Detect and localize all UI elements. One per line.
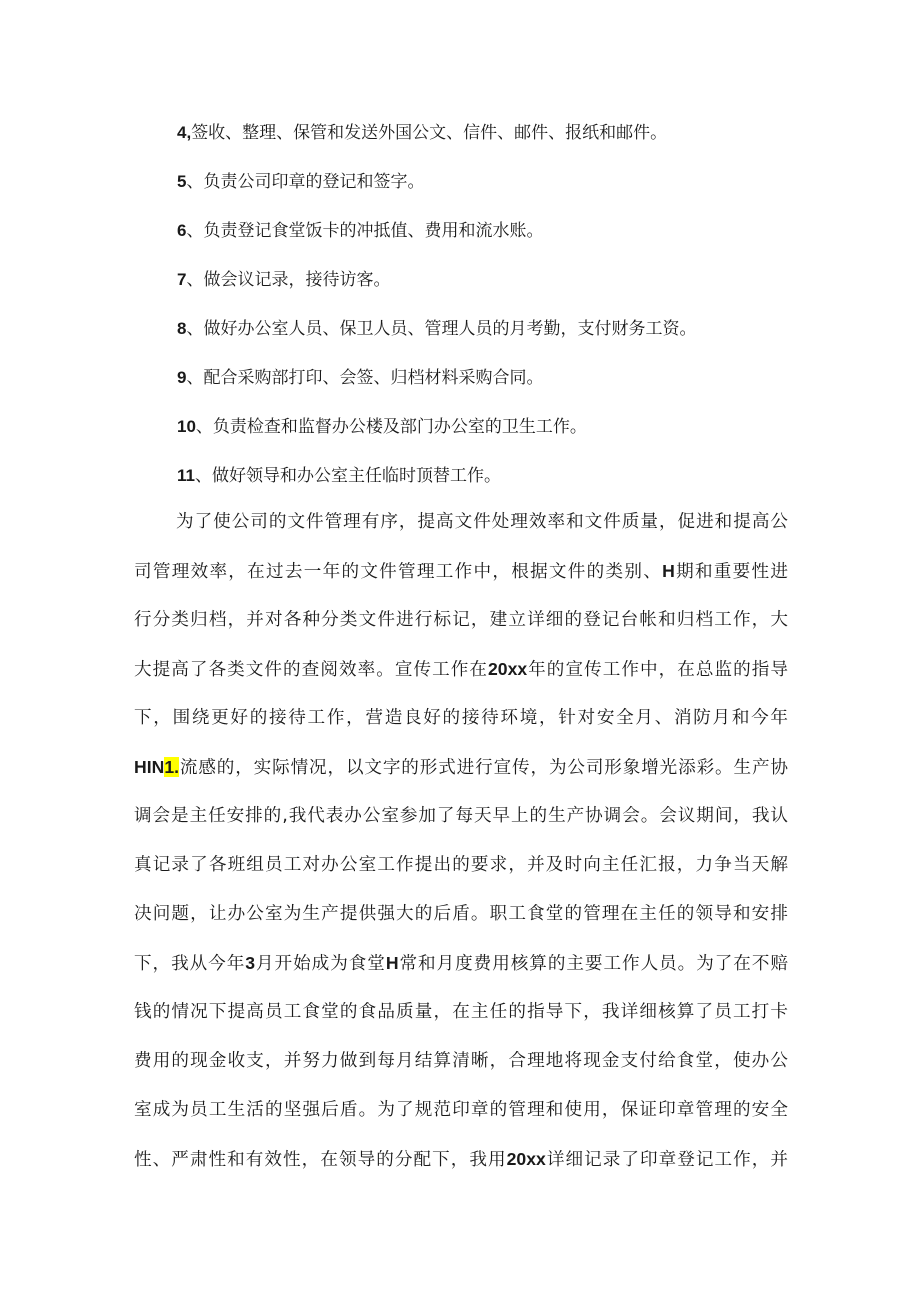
line-text: 室成为员工生活的坚强后盾。为了规范印章的管理和使用，保证印章管理的安全 (134, 1100, 788, 1120)
line-text: 为了使公司的文件管理有序，提高文件处理效率和文件质量，促进和提高公 (176, 512, 788, 532)
item-number: 10 (177, 417, 196, 436)
line-text: 真记录了各班组员工对办公室工作提出的要求，并及时向主任汇报，力争当天解 (134, 855, 788, 875)
item-number: 7 (177, 270, 187, 289)
item-text: 、负责检查和监督办公楼及部门办公室的卫生工作。 (195, 417, 587, 437)
list-item (177, 166, 817, 215)
line-text: 期和重要性进 (674, 562, 788, 582)
paragraph-line (134, 702, 788, 751)
paragraph-line (134, 751, 788, 800)
line-text: 20xx (506, 1149, 546, 1169)
item-number: 4, (177, 123, 192, 142)
line-text: H (662, 561, 675, 581)
line-text: 司管理效率，在过去一年的文件管理工作中，根据文件的类别、 (134, 562, 663, 582)
paragraph-line (134, 849, 788, 898)
list-item (177, 117, 817, 166)
line-text: 常和月度费用核算的主要工作人员。为了在不赔 (398, 954, 788, 974)
duty-list (177, 117, 817, 509)
line-text: 详细记录了印章登记工作，并 (545, 1150, 788, 1170)
paragraph-line (134, 898, 788, 947)
list-item (177, 362, 817, 411)
line-text: 3 (245, 953, 256, 973)
item-text: 、配合采购部打印、会签、归档材料采购合同。 (186, 368, 544, 388)
paragraph-line (134, 947, 788, 996)
line-text: 决问题，让办公室为生产提供强大的后盾。职工食堂的管理在主任的领导和安排 (134, 904, 788, 924)
line-text: 性、严肃性和有效性，在领导的分配下，我用 (134, 1150, 507, 1170)
item-number: 5 (177, 172, 187, 191)
paragraph-line (134, 506, 788, 555)
item-text: 、做好领导和办公室主任临时顶替工作。 (194, 466, 501, 486)
line-text: 20xx (488, 659, 528, 679)
item-text: 、做会议记录，接待访客。 (186, 270, 391, 290)
item-number: 9 (177, 368, 187, 387)
item-text: 、做好办公室人员、保卫人员、管理人员的月考勤，支付财务工资。 (186, 319, 697, 339)
paragraph-line (134, 555, 788, 604)
line-text: 费用的现金收支，并努力做到每月结算清晰，合理地将现金支付给食堂，使办公 (134, 1051, 788, 1071)
item-text: 、负责登记食堂饭卡的冲抵值、费用和流水账。 (186, 221, 544, 241)
item-number: 8 (177, 319, 187, 338)
body-paragraph (134, 506, 788, 1192)
paragraph-line (134, 653, 788, 702)
list-item (177, 215, 817, 264)
line-text: 下，围绕更好的接待工作，营造良好的接待环境，针对安全月、消防月和今年 (134, 708, 788, 728)
list-item (177, 313, 817, 362)
list-item (177, 460, 817, 509)
paragraph-line (134, 800, 788, 849)
paragraph-line (134, 996, 788, 1045)
item-number: 11 (177, 466, 195, 485)
item-text: 、负责公司印章的登记和签字。 (186, 172, 425, 192)
line-text: 钱的情况下提高员工食堂的食品质量，在主任的指导下，我详细核算了员工打卡 (134, 1002, 788, 1022)
line-text: 年的宣传工作中，在总监的指导 (527, 660, 788, 680)
item-text: 签收、整理、保管和发送外国公文、信件、邮件、报纸和邮件。 (191, 123, 668, 143)
line-text: HIN (134, 757, 165, 777)
line-text: 大提高了各类文件的查阅效率。宣传工作在 (134, 660, 488, 680)
paragraph-line (134, 1045, 788, 1094)
highlighted-text: 1. (164, 757, 179, 777)
line-text: 行分类归档，并对各种分类文件进行标记，建立详细的登记台帐和归档工作，大 (134, 610, 788, 630)
line-text: 月开始成为食堂 (255, 954, 386, 974)
line-text: 调会是主任安排的,我代表办公室参加了每天早上的生产协调会。会议期间，我认 (134, 806, 788, 826)
paragraph-line (134, 1143, 788, 1192)
list-item (177, 411, 817, 460)
list-item (177, 264, 817, 313)
paragraph-line (134, 1094, 788, 1143)
line-text: 下，我从今年 (134, 954, 246, 974)
paragraph-line (134, 604, 788, 653)
item-number: 6 (177, 221, 187, 240)
line-text: H (385, 953, 399, 973)
line-text: 流感的，实际情况，以文字的形式进行宣传，为公司形象增光添彩。生产协 (179, 758, 788, 778)
